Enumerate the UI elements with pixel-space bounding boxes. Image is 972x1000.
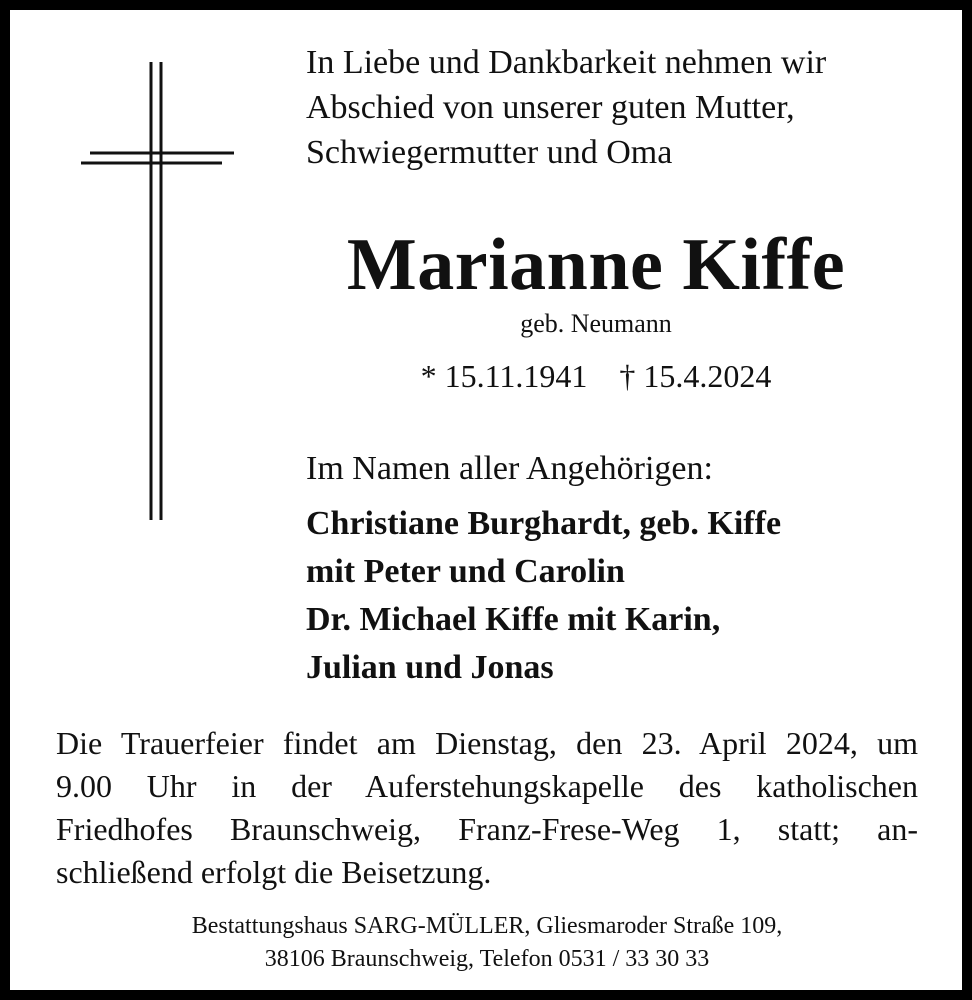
family-line: Dr. Michael Kiffe mit Karin, — [306, 601, 721, 638]
ceremony-line: Die Trauerfeier findet am Dienstag, den 23. April 2024, um — [56, 725, 918, 761]
maiden-name: geb. Neumann — [520, 309, 672, 338]
family-line: Julian und Jonas — [306, 649, 554, 686]
life-dates — [306, 356, 886, 396]
birth-date: * 15.11.1941 — [420, 358, 588, 394]
ceremony-line: 9.00 Uhr in der Auferstehungskapelle des katholischen — [56, 768, 918, 804]
death-date: † 15.4.2024 — [619, 358, 772, 394]
funeral-ceremony-text — [56, 722, 918, 894]
ceremony-line: schließend erfolgt die Beisetzung. — [56, 854, 492, 890]
deceased-name: Marianne Kiffe — [346, 224, 846, 306]
family-line: mit Peter und Carolin — [306, 553, 625, 590]
intro-line: In Liebe und Dankbarkeit nehmen wir — [306, 44, 827, 81]
undertaker-info — [56, 910, 918, 976]
ceremony-line: Friedhofes Braunschweig, Franz-Frese-Weg 1, statt; an- — [56, 811, 918, 847]
undertaker-line: Bestattungshaus SARG-MÜLLER, Gliesmaroder Straße 109, — [191, 913, 783, 939]
undertaker-line: 38106 Braunschweig, Telefon 0531 / 33 30 33 — [264, 946, 710, 972]
intro-line: Abschied von unserer guten Mutter, — [306, 89, 795, 126]
intro-line: Schwiegermutter und Oma — [306, 134, 673, 171]
intro-text — [306, 40, 946, 175]
family-names — [306, 500, 946, 692]
cross-icon — [10, 10, 270, 550]
family-line: Christiane Burghardt, geb. Kiffe — [306, 505, 782, 542]
on-behalf-heading: Im Namen aller Angehörigen: — [306, 450, 713, 487]
